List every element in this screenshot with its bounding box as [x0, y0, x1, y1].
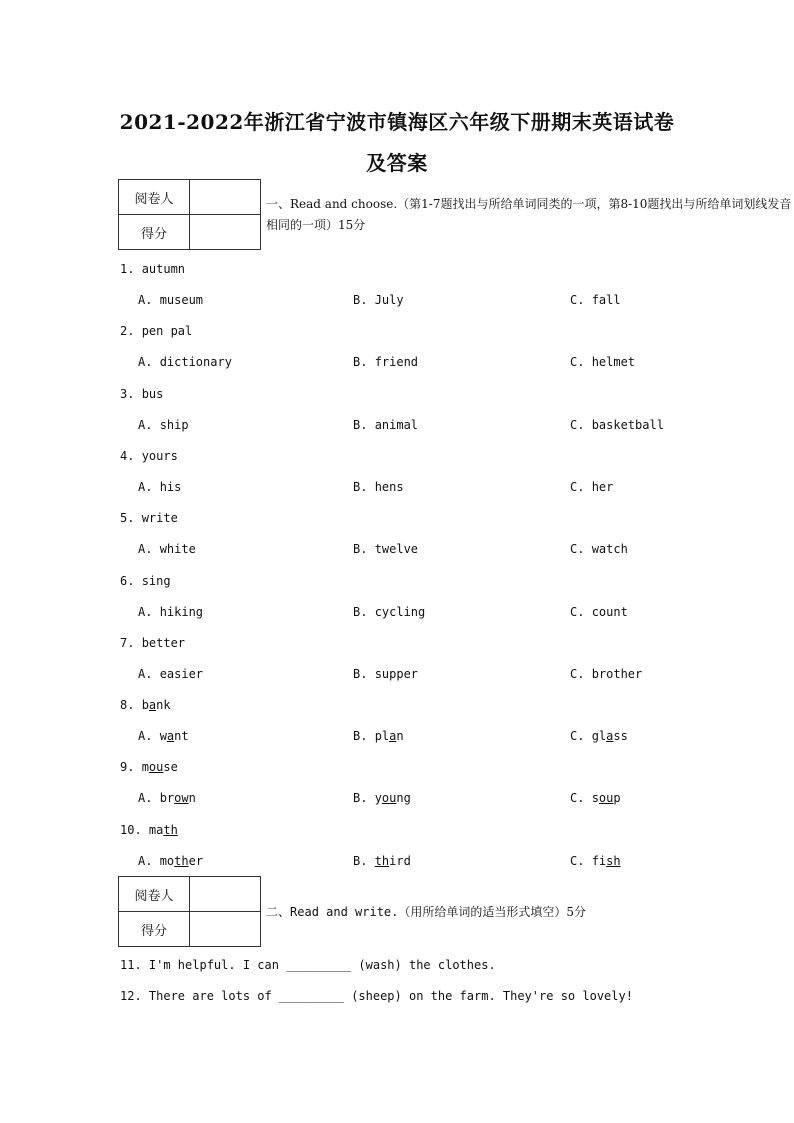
option-c: C. watch	[570, 542, 628, 556]
question-stem: 3. bus	[120, 387, 164, 401]
question-stem: 5. write	[120, 511, 178, 525]
question-stem: 7. better	[120, 636, 186, 650]
score-blank	[190, 912, 261, 947]
score-label: 得分	[119, 912, 190, 947]
question-stem: 6. sing	[120, 574, 171, 588]
question-stem: 8. bank	[120, 698, 171, 712]
option-a: A. ship	[138, 418, 189, 432]
option-c: C. helmet	[570, 355, 636, 369]
section2-heading	[266, 902, 586, 923]
option-b: B. cycling	[353, 605, 426, 619]
option-b: B. twelve	[353, 542, 419, 556]
grader-box-2	[118, 876, 261, 947]
option-c: C. her	[570, 480, 614, 494]
option-c: C. soup	[570, 791, 621, 805]
option-a: A. easier	[138, 667, 204, 681]
option-a: A. dictionary	[138, 355, 232, 369]
score-label: 得分	[119, 215, 190, 250]
option-b: B. hens	[353, 480, 404, 494]
section2-prefix: 二、	[266, 905, 291, 919]
question-stem: 9. mouse	[120, 760, 178, 774]
option-b: B. young	[353, 791, 411, 805]
option-a: A. museum	[138, 293, 204, 307]
option-c: C. basketball	[570, 418, 664, 432]
fill-item-12: 12. There are lots of _________ (sheep) on the farm. They're so lovely!	[120, 989, 633, 1003]
option-b: B. third	[353, 854, 411, 868]
question-stem: 1. autumn	[120, 262, 186, 276]
question-stem: 2. pen pal	[120, 324, 193, 338]
section1-heading: 一、Read and choose.（第1-7题找出与所给单词同类的一项，第8-10题找出与所给单词划线发音相同的一项）15分	[266, 197, 792, 232]
reviewer-label: 阅卷人	[119, 877, 190, 912]
score-blank	[190, 215, 261, 250]
option-b: B. friend	[353, 355, 419, 369]
option-c: C. glass	[570, 729, 628, 743]
option-a: A. white	[138, 542, 196, 556]
option-b: B. animal	[353, 418, 419, 432]
option-c: C. brother	[570, 667, 643, 681]
option-c: C. count	[570, 605, 628, 619]
section2-title-cn: （用所给单词的适当形式填空）5分	[398, 905, 587, 919]
question-stem: 10. math	[120, 823, 178, 837]
fill-item-11: 11. I'm helpful. I can _________ (wash) the clothes.	[120, 958, 496, 972]
option-a: A. hiking	[138, 605, 204, 619]
document-title-line2: 及答案	[366, 151, 428, 175]
reviewer-blank	[190, 180, 261, 215]
reviewer-label: 阅卷人	[119, 180, 190, 215]
reviewer-blank	[190, 877, 261, 912]
option-a: A. brown	[138, 791, 196, 805]
grader-box	[118, 179, 261, 250]
option-c: C. fish	[570, 854, 621, 868]
section2-title-en: Read and write.	[290, 905, 399, 919]
question-stem: 4. yours	[120, 449, 178, 463]
option-b: B. plan	[353, 729, 404, 743]
option-b: B. supper	[353, 667, 419, 681]
document-title: 2021-2022年浙江省宁波市镇海区六年级下册期末英语试卷	[119, 110, 675, 134]
option-a: A. mother	[138, 854, 204, 868]
option-b: B. July	[353, 293, 404, 307]
option-a: A. his	[138, 480, 182, 494]
option-a: A. want	[138, 729, 189, 743]
option-c: C. fall	[570, 293, 621, 307]
